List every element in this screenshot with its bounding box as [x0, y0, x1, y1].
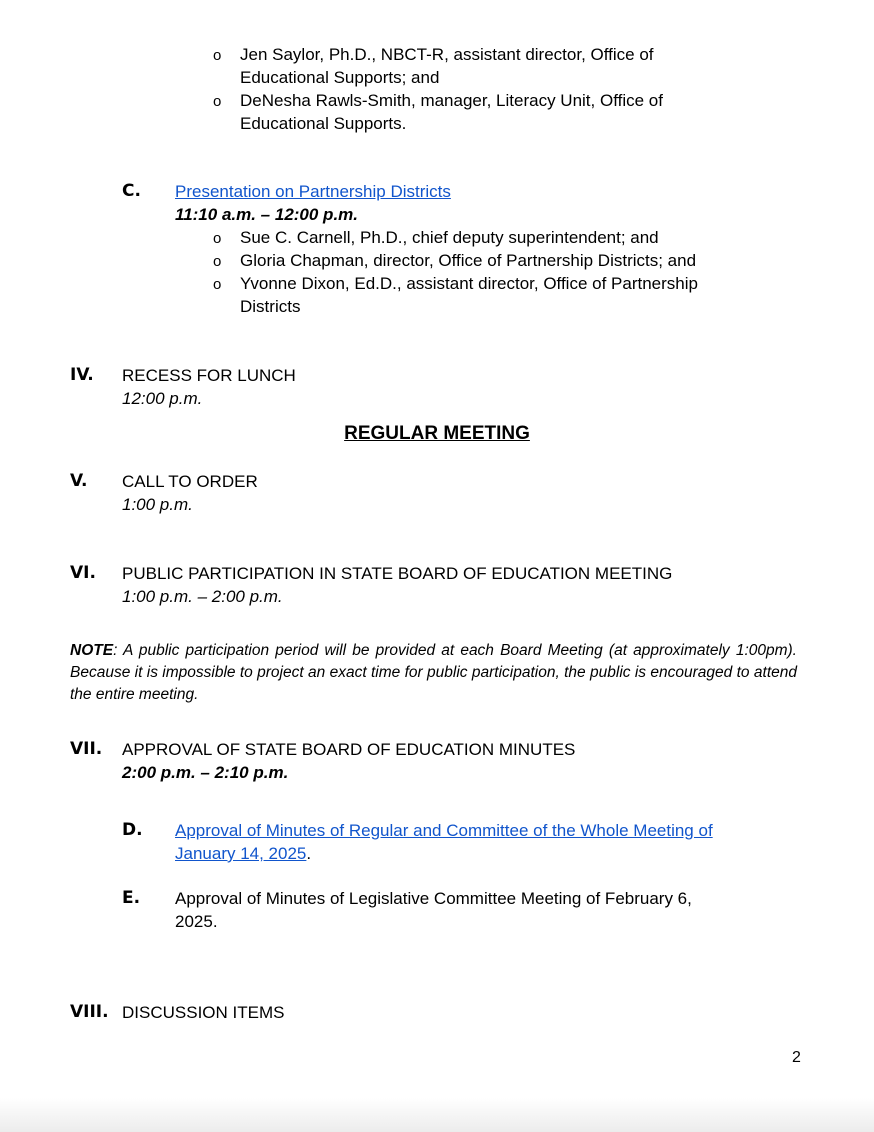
bullet-marker: o [213, 276, 222, 293]
regular-meeting-heading: REGULAR MEETING [344, 423, 530, 444]
page-number: 2 [792, 1049, 801, 1066]
bullet-text: DeNesha Rawls-Smith, manager, Literacy Unit, Office of [240, 91, 663, 110]
bullet-marker: o [213, 230, 222, 247]
item-e-text-line2: 2025. [175, 912, 218, 931]
section-c-time: 11:10 a.m. – 12:00 p.m. [175, 205, 359, 224]
bullet-marker: o [213, 93, 222, 110]
item-d-letter: D. [122, 820, 143, 840]
bullet-text: Districts [240, 297, 301, 316]
note-text: : A public participation period will be provided at each Board Meeting (at approximately 1:00pm). Because it is impossible to project an exact time for public participation, the public is encouraged to attend the entire meeting. [70, 642, 797, 703]
bullet-text: Jen Saylor, Ph.D., NBCT-R, assistant director, Office of [240, 45, 654, 64]
item-v-numeral: V. [70, 471, 88, 491]
item-viii-title: DISCUSSION ITEMS [122, 1003, 285, 1022]
section-c-letter: C. [122, 181, 141, 201]
item-viii-numeral: VIII. [70, 1002, 109, 1022]
public-participation-note [70, 640, 797, 706]
bullet-text: Gloria Chapman, director, Office of Partnership Districts; and [240, 251, 697, 270]
item-v-time: 1:00 p.m. [122, 495, 193, 514]
item-iv-title: RECESS FOR LUNCH [122, 366, 296, 385]
note-label: NOTE [70, 642, 114, 659]
item-vii-title: APPROVAL OF STATE BOARD OF EDUCATION MINUTES [122, 740, 576, 759]
item-iv-numeral: IV. [70, 365, 94, 385]
bullet-text: Educational Supports; and [240, 68, 440, 87]
bullet-text: Sue C. Carnell, Ph.D., chief deputy superintendent; and [240, 228, 659, 247]
item-vii-time: 2:00 p.m. – 2:10 p.m. [122, 763, 289, 782]
item-vi-numeral: VI. [70, 563, 96, 583]
item-v-title: CALL TO ORDER [122, 472, 258, 491]
partnership-districts-link[interactable]: Presentation on Partnership Districts [175, 182, 451, 201]
minutes-jan-14-line2 [175, 842, 311, 865]
bullet-text: Educational Supports. [240, 114, 407, 133]
item-d-suffix: . [306, 844, 312, 863]
page-bottom-shadow [0, 1098, 874, 1132]
item-vii-numeral: VII. [70, 739, 103, 759]
bullet-marker: o [213, 253, 222, 270]
item-e-text: Approval of Minutes of Legislative Committee Meeting of February 6, [175, 889, 692, 908]
minutes-jan-14-link-date[interactable]: January 14, 2025 [175, 844, 307, 863]
item-vi-title: PUBLIC PARTICIPATION IN STATE BOARD OF EDUCATION MEETING [122, 564, 673, 583]
item-e-letter: E. [122, 888, 141, 908]
item-vi-time: 1:00 p.m. – 2:00 p.m. [122, 587, 283, 606]
bullet-marker: o [213, 47, 222, 64]
item-iv-time: 12:00 p.m. [122, 389, 203, 408]
minutes-jan-14-link[interactable]: Approval of Minutes of Regular and Committee of the Whole Meeting of [175, 821, 713, 840]
bullet-text: Yvonne Dixon, Ed.D., assistant director, Office of Partnership [240, 274, 698, 293]
